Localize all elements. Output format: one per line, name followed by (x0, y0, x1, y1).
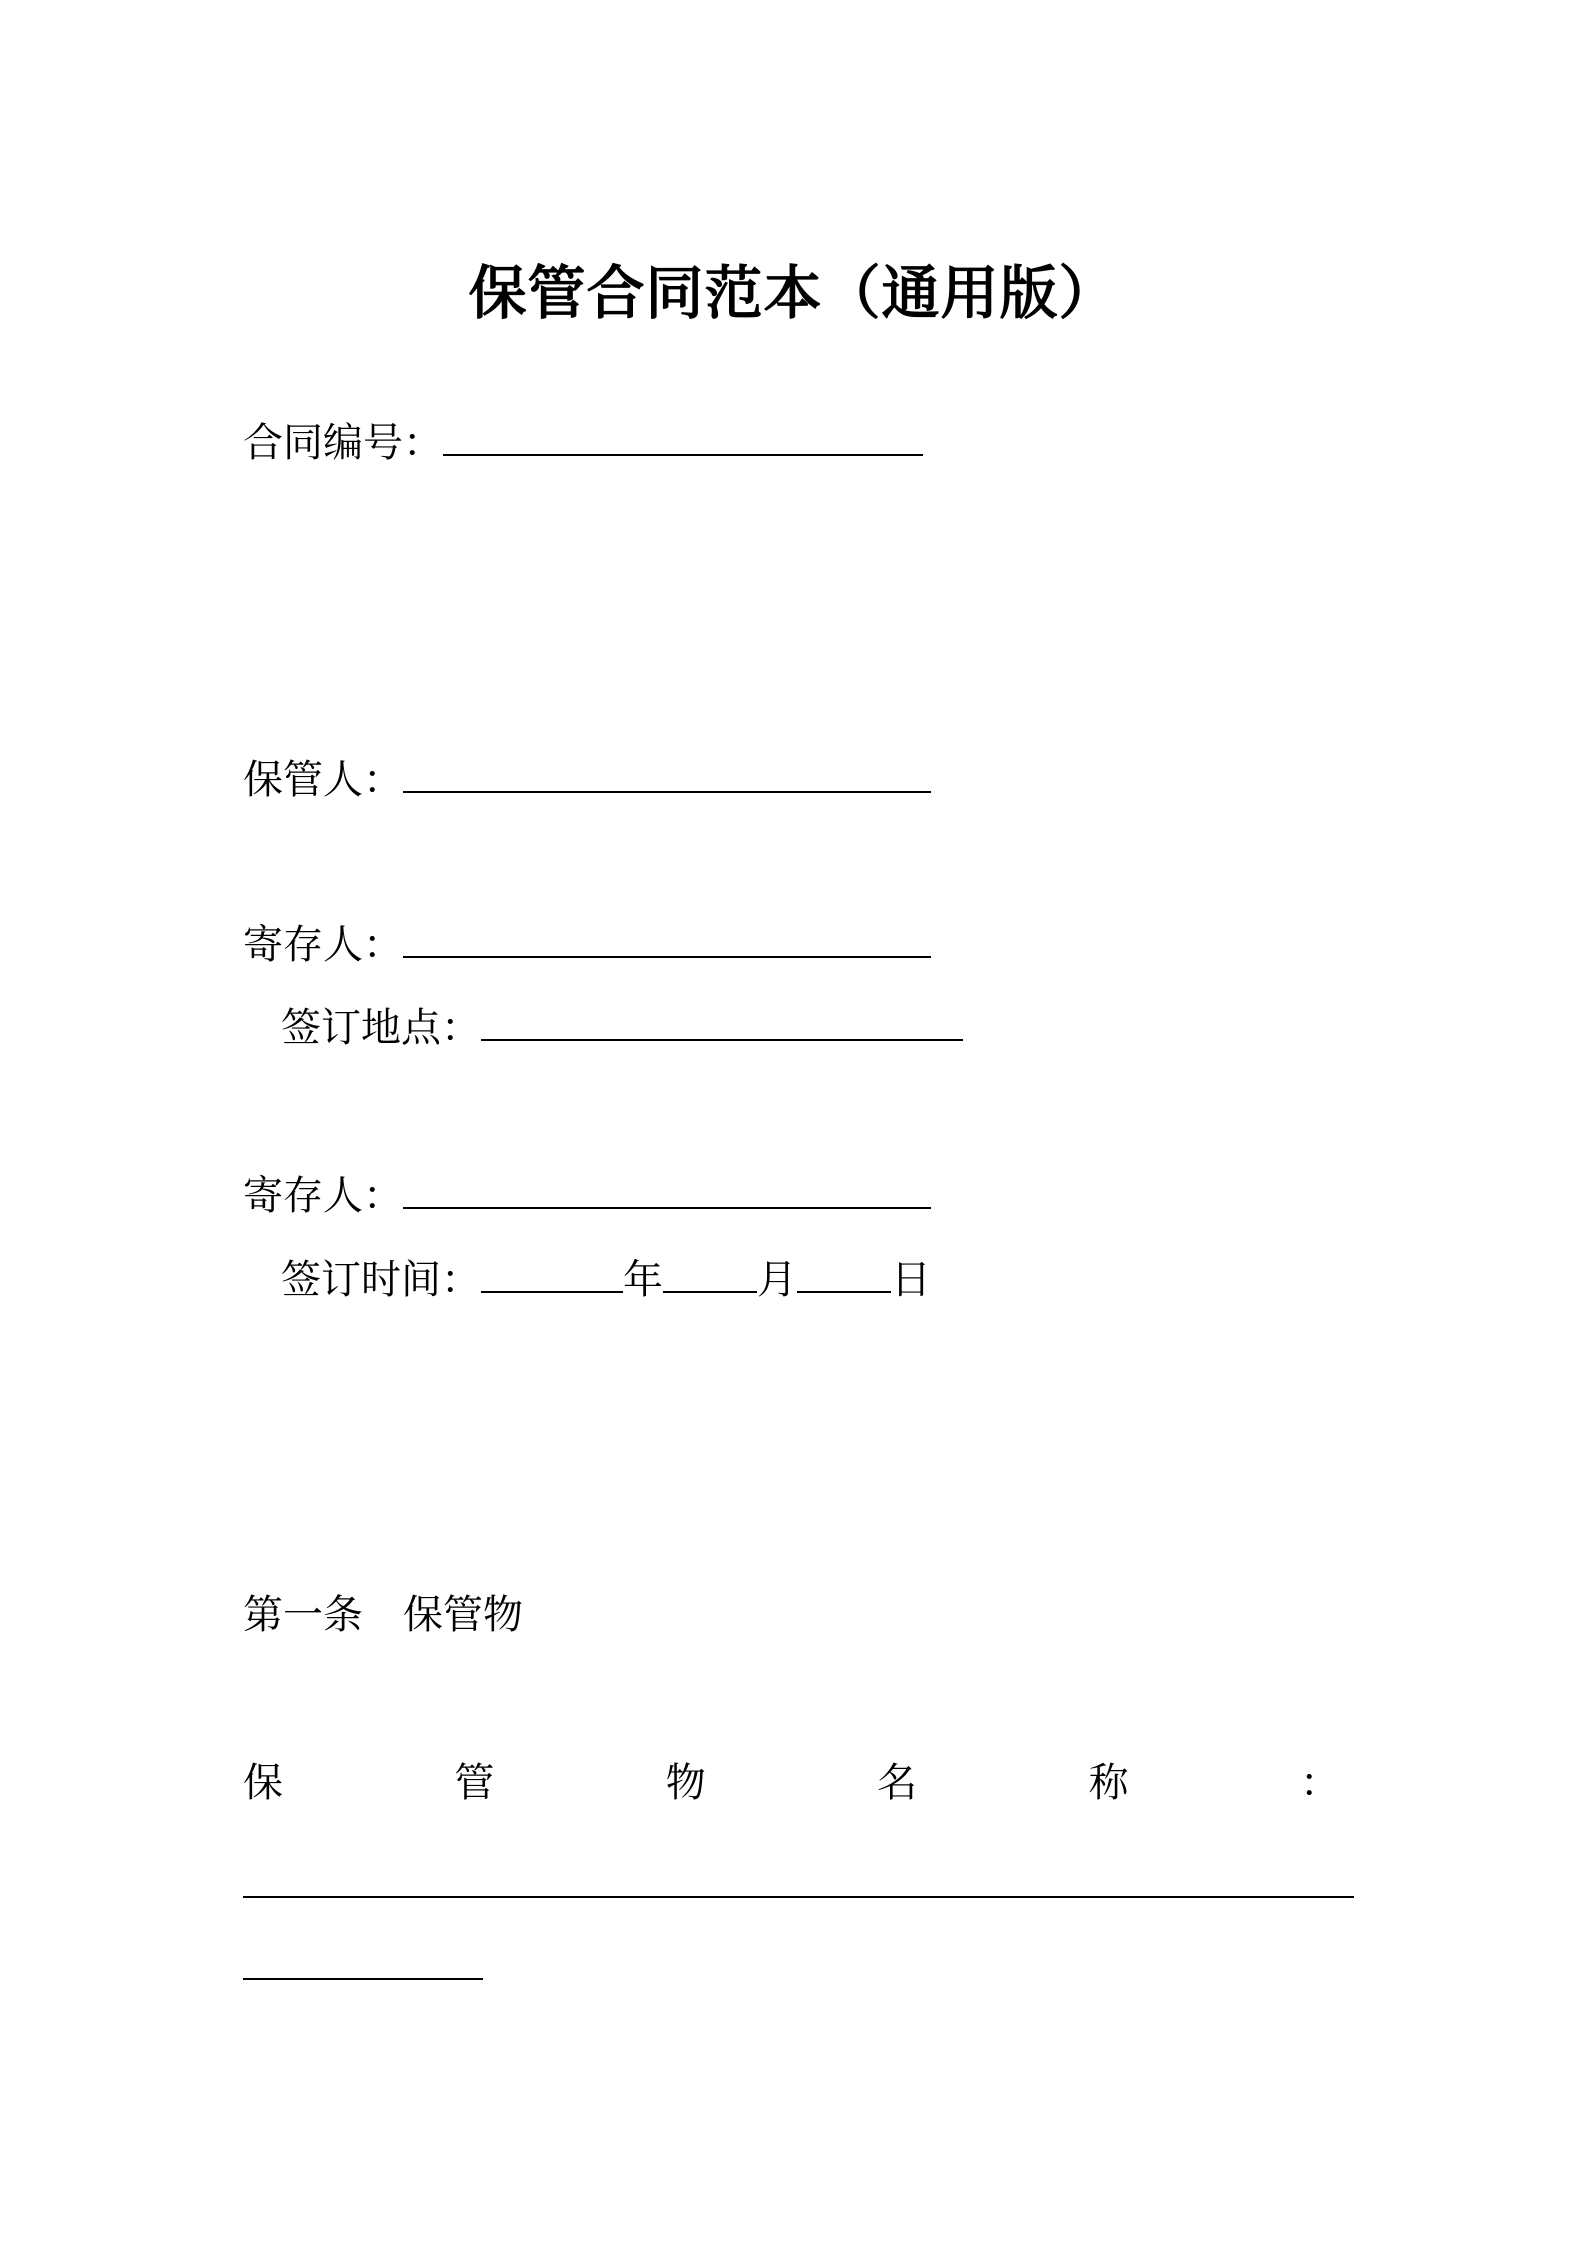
contract-number-row (243, 418, 923, 468)
item-name-char: 物 (665, 1760, 706, 1806)
sign-place-blank[interactable] (481, 1009, 963, 1041)
custodian-label: 保管人： (243, 757, 403, 803)
month-label: 月 (757, 1257, 797, 1303)
sign-place-row (281, 1003, 963, 1053)
item-name-blank-line-2[interactable] (243, 1978, 483, 1980)
sign-date-row (281, 1255, 931, 1305)
item-name-blank-line-1[interactable] (243, 1896, 1354, 1898)
item-name-char: 称 (1088, 1760, 1129, 1806)
custodian-row (243, 755, 931, 805)
year-label: 年 (623, 1257, 663, 1303)
article-1-heading: 第一条 保管物 (243, 1592, 523, 1638)
depositor-row-2 (243, 1171, 931, 1221)
item-name-char: 名 (877, 1760, 918, 1806)
document-title: 保管合同范本（通用版） (468, 259, 1118, 327)
custodian-blank[interactable] (403, 761, 931, 793)
day-label: 日 (891, 1257, 931, 1303)
contract-number-blank[interactable] (443, 424, 923, 456)
item-name-label (243, 1758, 1340, 1812)
depositor-blank[interactable] (403, 926, 931, 958)
item-name-char: 管 (454, 1760, 495, 1806)
depositor-row-1 (243, 920, 931, 970)
depositor-label: 寄存人： (243, 1173, 403, 1219)
depositor-blank[interactable] (403, 1177, 931, 1209)
item-name-char: ： (1299, 1760, 1340, 1806)
day-blank[interactable] (797, 1261, 891, 1293)
year-blank[interactable] (481, 1261, 623, 1293)
depositor-label: 寄存人： (243, 922, 403, 968)
sign-date-label: 签订时间： (281, 1257, 481, 1303)
sign-place-label: 签订地点： (281, 1005, 481, 1051)
month-blank[interactable] (663, 1261, 757, 1293)
contract-number-label: 合同编号： (243, 420, 443, 466)
item-name-char: 保 (243, 1760, 283, 1806)
